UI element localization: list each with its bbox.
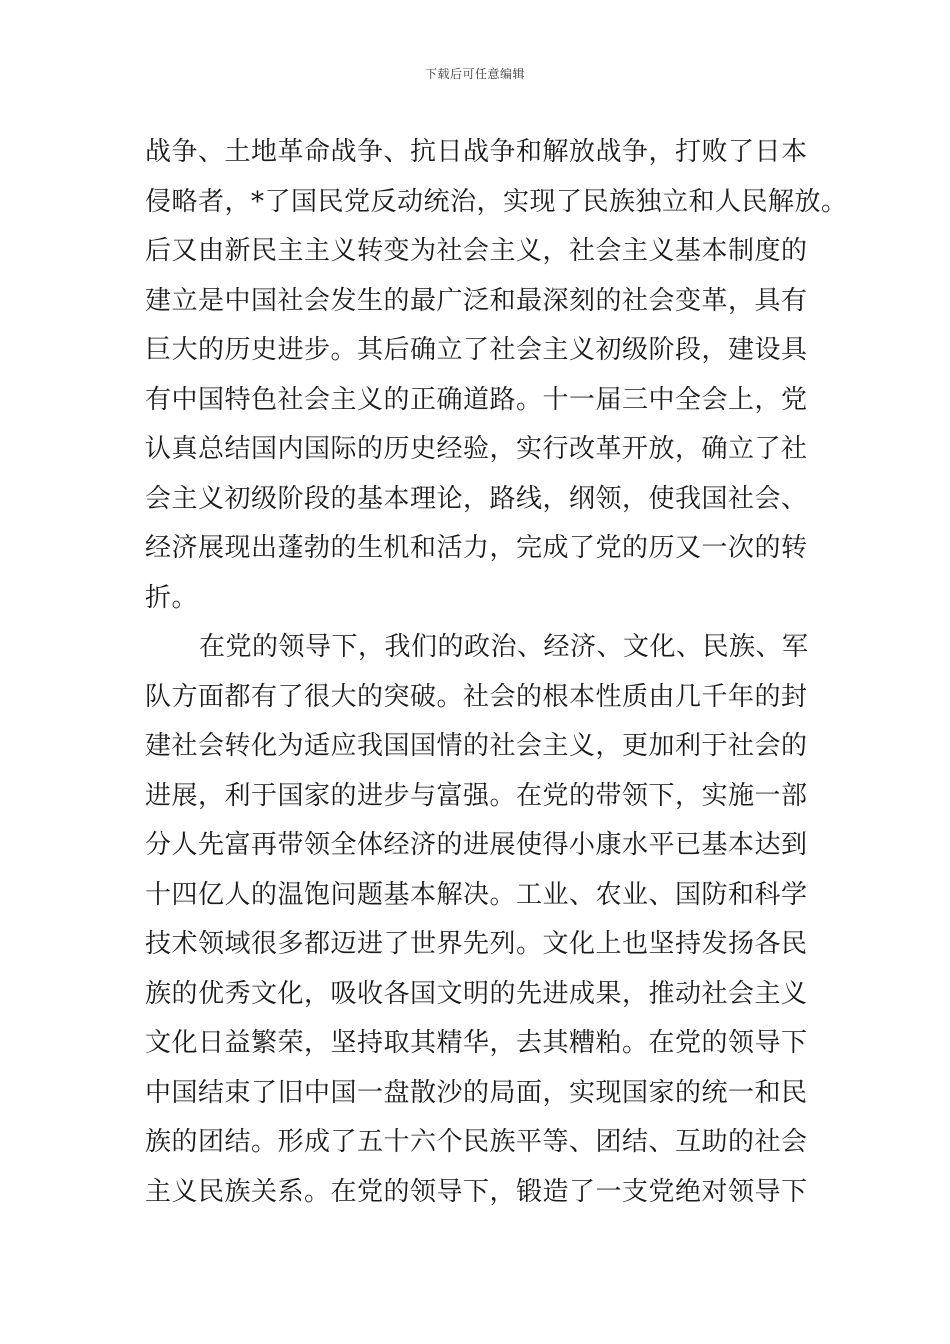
text-line-first-indented: 在党的领导下，我们的政治、经济、文化、民族、军 — [199, 632, 809, 662]
text-line: 认真总结国内国际的历史经验，实行改革开放，确立了社 — [145, 434, 808, 464]
document-body — [145, 128, 848, 1217]
text-line: 战争、土地革命战争、抗日战争和解放战争，打败了日本 — [145, 137, 808, 167]
text-line: 中国结束了旧中国一盘散沙的局面，实现国家的统一和民 — [145, 1077, 808, 1108]
text-line: 进展，利于国家的进步与富强。在党的带领下，实施一部 — [145, 780, 808, 811]
text-line: 族的团结。形成了五十六个民族平等、团结、互助的社会 — [145, 1127, 808, 1157]
text-line: 十四亿人的温饱问题基本解决。工业、农业、国防和科学 — [145, 879, 808, 910]
text-line: 分人先富再带领全体经济的进展使得小康水平已基本达到 — [145, 830, 808, 860]
text-line: 经济展现出蓬勃的生机和活力，完成了党的历又一次的转 — [145, 533, 808, 563]
text-line: 巨大的历史进步。其后确立了社会主义初级阶段，建设具 — [145, 335, 808, 365]
paragraph-2 — [145, 623, 825, 1217]
text-line: 侵略者，*了国民党反动统治，实现了民族独立和人民解放。 — [145, 186, 848, 217]
text-line: 折。 — [145, 582, 199, 613]
text-line: 族的优秀文化，吸收各国文明的先进成果，推动社会主义 — [145, 978, 808, 1009]
page-header: 下载后可任意编辑 — [424, 67, 525, 81]
text-line: 技术领域很多都迈进了世界先列。文化上也坚持发扬各民 — [145, 929, 808, 959]
text-line: 后又由新民主主义转变为社会主义，社会主义基本制度的 — [145, 236, 808, 266]
text-line: 队方面都有了很大的突破。社会的根本性质由几千年的封 — [145, 681, 808, 712]
paragraph-1 — [145, 128, 848, 623]
text-line: 建立是中国社会发生的最广泛和最深刻的社会变革，具有 — [145, 285, 808, 316]
text-line: 建社会转化为适应我国国情的社会主义，更加利于社会的 — [145, 731, 808, 761]
text-line: 主义民族关系。在党的领导下，锻造了一支党绝对领导下 — [145, 1176, 808, 1207]
text-line: 会主义初级阶段的基本理论，路线，纲领，使我国社会、 — [145, 483, 808, 514]
text-line: 文化日益繁荣，坚持取其精华，去其糟粕。在党的领导下 — [145, 1028, 808, 1058]
text-line: 有中国特色社会主义的正确道路。十一届三中全会上，党 — [145, 384, 808, 415]
